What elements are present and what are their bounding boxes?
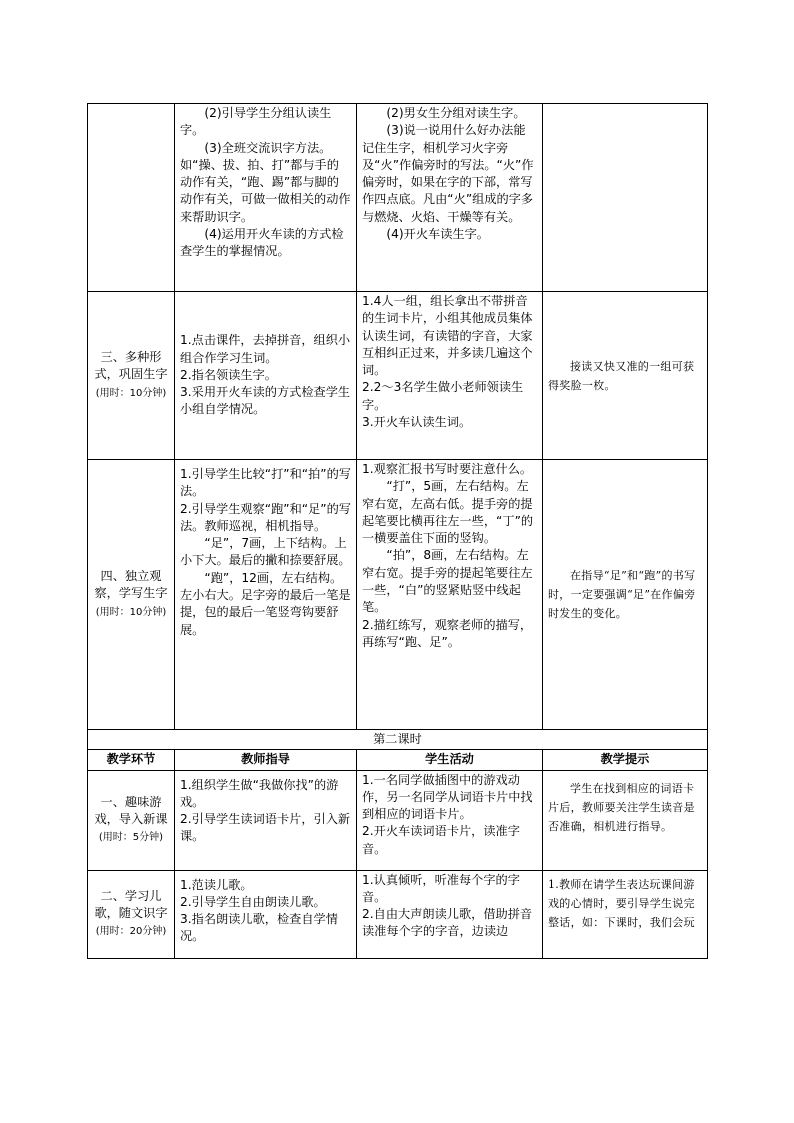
student-activity-cell	[357, 770, 543, 870]
session-title-row	[88, 730, 708, 750]
session-title: 第二课时	[88, 730, 708, 750]
student-item: “打”，5画，左右结构。左窄右宽，左高右低。提手旁的提起笔要比横再往左一些，“丁”的一横要盖住下面的竖钩。	[362, 479, 534, 546]
table-row	[88, 104, 708, 292]
teacher-item: 2.指名领读生字。	[180, 367, 277, 382]
student-item: 2.描红练写，观察老师的描写，再练写“跑、足”。	[362, 617, 533, 649]
student-activity-cell	[357, 870, 543, 958]
teacher-guidance-cell	[175, 292, 357, 460]
teacher-item: 1.点击课件，去掉拼音，组织小组合作学习生词。	[180, 333, 351, 365]
teacher-item: (4)运用开火车读的方式检查学生的掌握情况。	[180, 227, 344, 259]
student-item: 3.开火车认读生词。	[362, 415, 472, 430]
header-step: 教学环节	[88, 750, 175, 770]
step-duration: (用时：20分钟)	[95, 926, 167, 938]
student-item: 1.观察汇报书写时要注意什么。	[362, 462, 533, 476]
hint-text: 在指导“足”和“跑”的书写时，一定要强调“足”在作偏旁时发生的变化。	[548, 569, 696, 620]
table-row	[88, 460, 708, 730]
teacher-item: 2.引导学生自由朗读儿歌。	[180, 894, 326, 909]
step-cell	[88, 292, 175, 460]
teacher-item: (2)引导学生分组认读生字。	[180, 106, 332, 138]
step-duration: (用时：10分钟)	[95, 606, 167, 618]
step-duration: (用时：10分钟)	[95, 387, 167, 399]
step-cell	[88, 460, 175, 730]
teacher-item: 3.指名朗读儿歌，检查自学情况。	[180, 912, 338, 944]
student-item: 2.开火车读词语卡片，读准字音。	[362, 824, 520, 856]
table-row	[88, 770, 708, 870]
header-teacher: 教师指导	[175, 750, 357, 770]
teaching-hint-cell	[543, 770, 708, 870]
student-item: 1.一名同学做插图中的游戏动作，另一名同学从词语卡片中找到相应的词语卡片。	[362, 772, 533, 822]
header-student: 学生活动	[357, 750, 543, 770]
step-cell	[88, 770, 175, 870]
hint-text: 学生在找到相应的词语卡片后，教师要关注学生读音是否准确，相机进行指导。	[548, 781, 695, 833]
teacher-item: “跑”，12画，左右结构。左小右大。足字旁的最后一笔是提，包的最后一笔竖弯钩要舒展。	[180, 570, 351, 637]
table-row	[88, 292, 708, 460]
table-header-row	[88, 750, 708, 770]
teaching-hint-cell	[543, 292, 708, 460]
teacher-guidance-cell	[175, 460, 357, 730]
student-item: 1.4人一组，组长拿出不带拼音的生词卡片，小组其他成员集体认读生词，有读错的字音，大家互相纠正过来，并多读几遍这个词。	[362, 294, 533, 378]
teacher-guidance-cell	[175, 104, 357, 292]
teacher-item: 3.采用开火车读的方式检查学生小组自学情况。	[180, 385, 351, 417]
teaching-hint-cell	[543, 870, 708, 958]
teacher-guidance-cell	[175, 770, 357, 870]
student-item: (4)开火车读生字。	[386, 227, 489, 242]
teacher-item: 2.引导学生读词语卡片，引入新课。	[180, 812, 351, 844]
student-item: 2.2～3名学生做小老师领读生字。	[362, 380, 524, 412]
step-cell	[88, 870, 175, 958]
hint-text: 1.教师在请学生表达玩课间游戏的心情时，要引导学生说完整话，如：下课时，我们会玩	[548, 877, 695, 929]
teacher-item: 1.引导学生比较“打”和“拍”的写法。	[180, 467, 351, 499]
student-activity-cell	[357, 460, 543, 730]
step-title: 三、多种形式，巩固生字	[94, 350, 168, 382]
student-item: (2)男女生分组对读生字。	[386, 106, 526, 120]
teacher-item: “足”，7画，上下结构。上小下大。最后的撇和捺要舒展。	[180, 536, 351, 568]
teacher-guidance-cell	[175, 870, 357, 958]
step-cell	[88, 104, 175, 292]
student-activity-cell	[357, 292, 543, 460]
student-item: 1.认真倾听，听准每个字的字音。	[362, 872, 520, 904]
teacher-item: 2.引导学生观察“跑”和“足”的写法。教师巡视，相机指导。	[180, 501, 351, 533]
lesson-plan-table	[87, 103, 708, 959]
step-title: 二、学习儿歌，随文识字	[94, 888, 168, 920]
header-hint: 教学提示	[543, 750, 708, 770]
student-activity-cell	[357, 104, 543, 292]
teacher-item: 1.范读儿歌。	[180, 877, 253, 892]
student-item: 2.自由大声朗读儿歌，借助拼音读准每个字的字音，边读边	[362, 907, 533, 939]
step-duration: (用时：5分钟)	[98, 832, 164, 844]
student-item: “拍”，8画，左右结构。左窄右宽。提手旁的提起笔要往左一些，“白”的竖紧贴竖中线起笔。	[362, 548, 533, 615]
step-title: 一、趣味游戏，导入新课	[94, 794, 168, 826]
teaching-hint-cell	[543, 460, 708, 730]
table-row	[88, 870, 708, 958]
teaching-hint-cell	[543, 104, 708, 292]
student-item: (3)说一说用什么好办法能记住生字，相机学习火字旁及“火”作偏旁时的写法。“火”作偏旁时，如果在字的下部，常写作四点底。凡由“火”组成的字多与燃烧、火焰、干燥等有关。	[362, 123, 534, 224]
hint-text: 接读又快又准的一组可获得奖脸一枚。	[548, 359, 695, 392]
teacher-item: 1.组织学生做“我做你找”的游戏。	[180, 777, 339, 809]
step-title: 四、独立观察，学写生字	[94, 569, 168, 601]
teacher-item: (3)全班交流识字方法。如“操、拔、拍、打”都与手的动作有关，“跑、踢”都与脚的动作有关，可做一做相关的动作来帮助识字。	[180, 140, 351, 224]
